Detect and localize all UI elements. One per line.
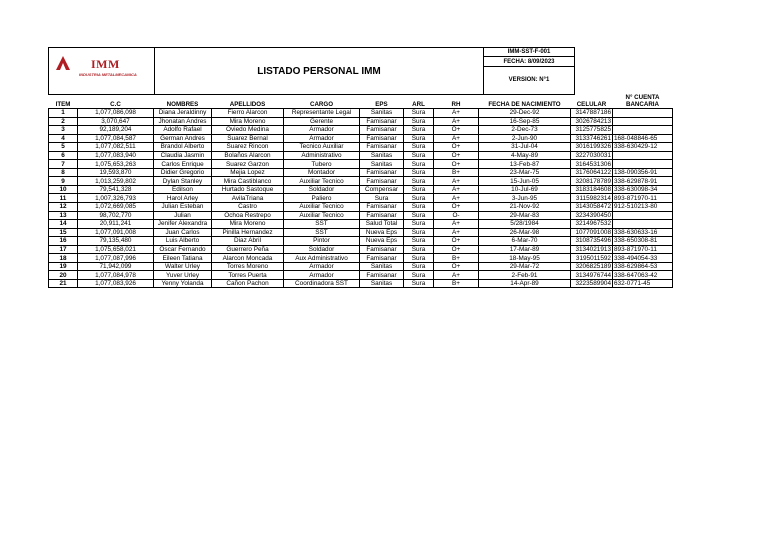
- row-cuenta: 893-871970-11: [613, 194, 673, 203]
- row-rh: O+: [434, 203, 479, 212]
- table-row: [49, 134, 673, 143]
- row-nombres: Dylan Stanley: [154, 177, 212, 186]
- row-cargo: Armador: [284, 126, 360, 135]
- row-cc: 1,077,084,978: [78, 271, 154, 280]
- row-rh: B+: [434, 254, 479, 263]
- row-nombres: Edilson: [154, 185, 212, 194]
- row-cuenta: [613, 109, 673, 118]
- row-item: 21: [49, 279, 78, 288]
- row-rh: B+: [434, 168, 479, 177]
- table-row: [49, 160, 673, 169]
- row-cc: 1,077,083,926: [78, 279, 154, 288]
- row-item: 4: [49, 134, 78, 143]
- row-arl: Sura: [404, 143, 434, 152]
- table-row: [49, 254, 673, 263]
- row-cargo: Paliero: [284, 194, 360, 203]
- row-eps: Sanitas: [360, 279, 404, 288]
- row-rh: O+: [434, 160, 479, 169]
- row-fecha: 10-Jul-69: [479, 185, 571, 194]
- row-item: 20: [49, 271, 78, 280]
- row-cc: 1,007,326,793: [78, 194, 154, 203]
- row-arl: Sura: [404, 220, 434, 229]
- row-apellidos: Torres Moreno: [212, 262, 284, 271]
- row-cuenta: 338-629864-53: [613, 262, 673, 271]
- table-row: [49, 109, 673, 118]
- row-rh: A+: [434, 185, 479, 194]
- row-cc: 19,593,870: [78, 168, 154, 177]
- row-fecha: 14-Apr-89: [479, 279, 571, 288]
- row-rh: A+: [434, 134, 479, 143]
- row-cc: 1,075,653,263: [78, 160, 154, 169]
- row-fecha: 2-Jun-90: [479, 134, 571, 143]
- row-item: 8: [49, 168, 78, 177]
- row-cc: 71,942,099: [78, 262, 154, 271]
- row-cargo: Administrativo: [284, 151, 360, 160]
- row-nombres: German Andres: [154, 134, 212, 143]
- row-nombres: Brandol Alberto: [154, 143, 212, 152]
- row-apellidos: Guerrero Peña: [212, 245, 284, 254]
- row-cargo: Coordinadora SST: [284, 279, 360, 288]
- row-eps: Sanitas: [360, 109, 404, 118]
- row-apellidos: Alarcon Moncada: [212, 254, 284, 263]
- row-item: 17: [49, 245, 78, 254]
- row-cuenta: 338-630098-34: [613, 185, 673, 194]
- row-fecha: 23-Mar-75: [479, 168, 571, 177]
- row-cargo: Aux Administrativo: [284, 254, 360, 263]
- row-cc: 1,077,083,940: [78, 151, 154, 160]
- row-cc: 79,541,328: [78, 185, 154, 194]
- header-item: ITEM: [55, 101, 71, 108]
- header-cargo: CARGO: [309, 101, 334, 108]
- table-row: [49, 168, 673, 177]
- row-eps: Famisanar: [360, 271, 404, 280]
- row-cc: 1,077,082,511: [78, 143, 154, 152]
- table-row: [49, 211, 673, 220]
- row-celular: 3208178789: [571, 177, 613, 186]
- row-fecha: 13-Feb-87: [479, 160, 571, 169]
- table-row: [49, 228, 673, 237]
- row-cargo: Auxiliar Tecnico: [284, 177, 360, 186]
- row-eps: Famisanar: [360, 203, 404, 212]
- row-arl: Sura: [404, 177, 434, 186]
- row-cargo: Representante Legal: [284, 109, 360, 118]
- row-cuenta: [613, 151, 673, 160]
- row-cc: 1,077,086,098: [78, 109, 154, 118]
- row-eps: Sura: [360, 194, 404, 203]
- row-rh: O-: [434, 211, 479, 220]
- row-arl: Sura: [404, 262, 434, 271]
- row-nombres: Luis Alberto: [154, 237, 212, 246]
- row-cargo: Armador: [284, 262, 360, 271]
- row-cuenta: 338-650308-81: [613, 237, 673, 246]
- row-nombres: Oscar Fernando: [154, 245, 212, 254]
- row-eps: Compensar: [360, 185, 404, 194]
- row-fecha: 15-Jun-05: [479, 177, 571, 186]
- row-cc: 1,013,259,802: [78, 177, 154, 186]
- row-apellidos: Fierro Alarcon: [212, 109, 284, 118]
- row-cuenta: 338-629878-91: [613, 177, 673, 186]
- row-eps: Sanitas: [360, 262, 404, 271]
- row-item: 5: [49, 143, 78, 152]
- row-item: 6: [49, 151, 78, 160]
- row-arl: Sura: [404, 185, 434, 194]
- row-fecha: 16-Sep-85: [479, 117, 571, 126]
- header-nombres: NOMBRES: [166, 101, 199, 108]
- row-eps: Sanitas: [360, 160, 404, 169]
- row-apellidos: Suarez Rincon: [212, 143, 284, 152]
- row-eps: Famisanar: [360, 168, 404, 177]
- row-celular: 3206825189: [571, 262, 613, 271]
- row-celular: 3183184608: [571, 185, 613, 194]
- table-row: [49, 271, 673, 280]
- row-apellidos: Mira Moreno: [212, 117, 284, 126]
- row-item: 7: [49, 160, 78, 169]
- row-eps: Famisanar: [360, 177, 404, 186]
- row-item: 15: [49, 228, 78, 237]
- row-cc: 1,077,084,587: [78, 134, 154, 143]
- row-arl: Sura: [404, 117, 434, 126]
- row-cargo: Montador: [284, 168, 360, 177]
- row-celular: 3147887186: [571, 109, 613, 118]
- row-eps: Famisanar: [360, 254, 404, 263]
- row-fecha: 2-Dec-73: [479, 126, 571, 135]
- row-item: 13: [49, 211, 78, 220]
- row-apellidos: Ochoa Restrepo: [212, 211, 284, 220]
- row-fecha: 21-Nov-92: [479, 203, 571, 212]
- row-apellidos: Diaz Abril: [212, 237, 284, 246]
- row-arl: Sura: [404, 151, 434, 160]
- table-row: [49, 117, 673, 126]
- row-arl: Sura: [404, 279, 434, 288]
- row-fecha: 17-Mar-89: [479, 245, 571, 254]
- row-celular: 3143058472: [571, 203, 613, 212]
- row-cargo: Tecnico Auxiliar: [284, 143, 360, 152]
- row-apellidos: Castro: [212, 203, 284, 212]
- row-celular: 3115982314: [571, 194, 613, 203]
- logo-subtitle: INDUSTRIA METALMECANICA: [79, 72, 137, 77]
- row-cuenta: 632-0771-45: [613, 279, 673, 288]
- row-apellidos: Torres Puerta: [212, 271, 284, 280]
- row-rh: A+: [434, 109, 479, 118]
- row-nombres: Harol Arley: [154, 194, 212, 203]
- row-fecha: 29-Dec-92: [479, 109, 571, 118]
- header-fecha: FECHA DE NACIMIENTO: [488, 101, 561, 108]
- header-rh: RH: [451, 101, 461, 108]
- row-arl: Sura: [404, 211, 434, 220]
- row-nombres: Yuver Urley: [154, 271, 212, 280]
- row-eps: Nueva Eps: [360, 228, 404, 237]
- row-item: 2: [49, 117, 78, 126]
- row-cuenta: 168-048846-65: [613, 134, 673, 143]
- row-nombres: Adolfo Rafael: [154, 126, 212, 135]
- row-fecha: 18-May-95: [479, 254, 571, 263]
- row-item: 18: [49, 254, 78, 263]
- row-cuenta: 338-630633-16: [613, 228, 673, 237]
- row-apellidos: AvilaTriana: [212, 194, 284, 203]
- header-apellidos: APELLIDOS: [229, 101, 266, 108]
- row-apellidos: Hurtado Sastoque: [212, 185, 284, 194]
- row-cargo: Armador: [284, 134, 360, 143]
- document-header: [48, 47, 575, 95]
- row-cargo: Armador: [284, 271, 360, 280]
- row-fecha: 6-Mar-70: [479, 237, 571, 246]
- row-eps: Famisanar: [360, 134, 404, 143]
- row-nombres: Jhonatan Andres: [154, 117, 212, 126]
- row-apellidos: Cañon Pachon: [212, 279, 284, 288]
- row-fecha: 29-Mar-72: [479, 262, 571, 271]
- row-arl: Sura: [404, 271, 434, 280]
- row-item: 16: [49, 237, 78, 246]
- row-nombres: Jenifer Alexandra: [154, 220, 212, 229]
- row-eps: Nueva Eps: [360, 237, 404, 246]
- row-rh: O+: [434, 262, 479, 271]
- row-arl: Sura: [404, 245, 434, 254]
- row-arl: Sura: [404, 160, 434, 169]
- row-rh: A+: [434, 228, 479, 237]
- row-item: 14: [49, 220, 78, 229]
- row-celular: 3223589904: [571, 279, 613, 288]
- row-arl: Sura: [404, 237, 434, 246]
- row-eps: Famisanar: [360, 117, 404, 126]
- row-cargo: Gerente: [284, 117, 360, 126]
- row-fecha: 29-Mar-83: [479, 211, 571, 220]
- row-cuenta: 338-647063-42: [613, 271, 673, 280]
- row-apellidos: Mira Castiblanco: [212, 177, 284, 186]
- document-version: VERSION: N°1: [484, 66, 575, 94]
- row-item: 10: [49, 185, 78, 194]
- personnel-table: [48, 94, 673, 288]
- row-cuenta: [613, 160, 673, 169]
- table-row: [49, 194, 673, 203]
- table-row: [49, 245, 673, 254]
- table-row: [49, 143, 673, 152]
- row-celular: 3176064122: [571, 168, 613, 177]
- row-arl: Sura: [404, 134, 434, 143]
- row-rh: A+: [434, 220, 479, 229]
- row-cc: 20,911,241: [78, 220, 154, 229]
- row-celular: 3125775825: [571, 126, 613, 135]
- row-rh: A+: [434, 194, 479, 203]
- row-apellidos: Suarez Garzon: [212, 160, 284, 169]
- row-nombres: Claudia Jasmin: [154, 151, 212, 160]
- row-rh: O+: [434, 245, 479, 254]
- row-rh: A+: [434, 177, 479, 186]
- row-eps: Famisanar: [360, 211, 404, 220]
- row-celular: 3108735496: [571, 237, 613, 246]
- row-cc: 1,075,658,021: [78, 245, 154, 254]
- row-celular: 3133746261: [571, 134, 613, 143]
- row-item: 3: [49, 126, 78, 135]
- row-cuenta: 338-630429-12: [613, 143, 673, 152]
- row-apellidos: Oviedo Medina: [212, 126, 284, 135]
- row-celular: 3134976744: [571, 271, 613, 280]
- table-row: [49, 262, 673, 271]
- page-title: LISTADO PERSONAL IMM: [155, 48, 484, 95]
- row-eps: Famisanar: [360, 143, 404, 152]
- row-cc: 98,702,770: [78, 211, 154, 220]
- row-item: 11: [49, 194, 78, 203]
- row-cargo: Auxiliar Tecnico: [284, 211, 360, 220]
- row-celular: 3016199326: [571, 143, 613, 152]
- row-apellidos: Pinilla Hernandez: [212, 228, 284, 237]
- row-arl: Sura: [404, 203, 434, 212]
- header-eps: EPS: [375, 101, 388, 108]
- row-item: 19: [49, 262, 78, 271]
- row-nombres: Walter Urley: [154, 262, 212, 271]
- row-nombres: Diana Jeraldinny: [154, 109, 212, 118]
- row-cc: 79,135,480: [78, 237, 154, 246]
- table-row: [49, 151, 673, 160]
- row-rh: A+: [434, 271, 479, 280]
- row-cargo: Pintor: [284, 237, 360, 246]
- row-arl: Sura: [404, 168, 434, 177]
- row-cuenta: 893-871970-11: [613, 245, 673, 254]
- header-cuenta: N° CUENTA BANCARIA: [625, 94, 660, 108]
- row-celular: 3134021913: [571, 245, 613, 254]
- row-cuenta: 338-494054-33: [613, 254, 673, 263]
- row-cuenta: [613, 117, 673, 126]
- row-apellidos: Suarez Bernal: [212, 134, 284, 143]
- row-eps: Famisanar: [360, 126, 404, 135]
- company-logo-icon: [56, 56, 70, 70]
- row-arl: Sura: [404, 109, 434, 118]
- row-rh: O+: [434, 143, 479, 152]
- row-celular: 3227030031: [571, 151, 613, 160]
- row-fecha: 26-Mar-98: [479, 228, 571, 237]
- row-nombres: Yenny Yolanda: [154, 279, 212, 288]
- row-cargo: Soldador: [284, 245, 360, 254]
- row-nombres: Didier Gregorio: [154, 168, 212, 177]
- row-cuenta: [613, 220, 673, 229]
- table-header-row: [49, 94, 673, 109]
- row-cuenta: 138-090356-91: [613, 168, 673, 177]
- row-cc: 3,070,647: [78, 117, 154, 126]
- row-celular: 3195011592: [571, 254, 613, 263]
- row-celular: 3164531306: [571, 160, 613, 169]
- row-celular: 3234390450: [571, 211, 613, 220]
- document-date: FECHA: 8/09/2023: [484, 57, 575, 66]
- logo: [49, 48, 155, 95]
- header-celular: CELULAR: [576, 101, 607, 108]
- row-celular: 3214967532: [571, 220, 613, 229]
- row-celular: 1077091008: [571, 228, 613, 237]
- row-cargo: SST: [284, 228, 360, 237]
- row-nombres: Juan Carlos: [154, 228, 212, 237]
- row-apellidos: Bolaños Alarcon: [212, 151, 284, 160]
- row-cuenta: [613, 211, 673, 220]
- row-fecha: 5/28/1984: [479, 220, 571, 229]
- document-code: IMM-SST-F-001: [484, 48, 575, 57]
- row-arl: Sura: [404, 228, 434, 237]
- row-cargo: SST: [284, 220, 360, 229]
- row-rh: A+: [434, 117, 479, 126]
- header-arl: ARL: [412, 101, 425, 108]
- row-cc: 1,072,669,085: [78, 203, 154, 212]
- row-apellidos: Mira Moreno: [212, 220, 284, 229]
- table-row: [49, 237, 673, 246]
- row-fecha: 3-Jun-95: [479, 194, 571, 203]
- row-arl: Sura: [404, 194, 434, 203]
- table-row: [49, 279, 673, 288]
- row-rh: B+: [434, 279, 479, 288]
- row-cargo: Auxiliar Tecnico: [284, 203, 360, 212]
- row-item: 1: [49, 109, 78, 118]
- table-row: [49, 220, 673, 229]
- table-row: [49, 126, 673, 135]
- table-row: [49, 185, 673, 194]
- row-eps: Sanitas: [360, 151, 404, 160]
- row-item: 12: [49, 203, 78, 212]
- row-rh: O+: [434, 151, 479, 160]
- row-nombres: Carlos Enrique: [154, 160, 212, 169]
- row-celular: 3026784213: [571, 117, 613, 126]
- row-nombres: Eileen Tatiana: [154, 254, 212, 263]
- row-cc: 1,077,087,996: [78, 254, 154, 263]
- row-arl: Sura: [404, 126, 434, 135]
- row-nombres: Julian: [154, 211, 212, 220]
- row-apellidos: Mejia Lopez: [212, 168, 284, 177]
- row-rh: O+: [434, 126, 479, 135]
- row-fecha: 4-May-89: [479, 151, 571, 160]
- row-cargo: Soldador: [284, 185, 360, 194]
- table-row: [49, 177, 673, 186]
- row-rh: O+: [434, 237, 479, 246]
- row-cuenta: 912-510213-80: [613, 203, 673, 212]
- row-nombres: Julian Esteban: [154, 203, 212, 212]
- row-cc: 1,077,091,008: [78, 228, 154, 237]
- row-cuenta: [613, 126, 673, 135]
- row-item: 9: [49, 177, 78, 186]
- logo-text: IMM: [91, 57, 120, 71]
- row-fecha: 31-Jul-04: [479, 143, 571, 152]
- row-eps: Salud Total: [360, 220, 404, 229]
- table-row: [49, 203, 673, 212]
- row-eps: Famisanar: [360, 245, 404, 254]
- row-cc: 92,189,204: [78, 126, 154, 135]
- row-fecha: 2-Feb-91: [479, 271, 571, 280]
- row-arl: Sura: [404, 254, 434, 263]
- header-cc: C.C: [110, 101, 121, 108]
- row-cargo: Tubero: [284, 160, 360, 169]
